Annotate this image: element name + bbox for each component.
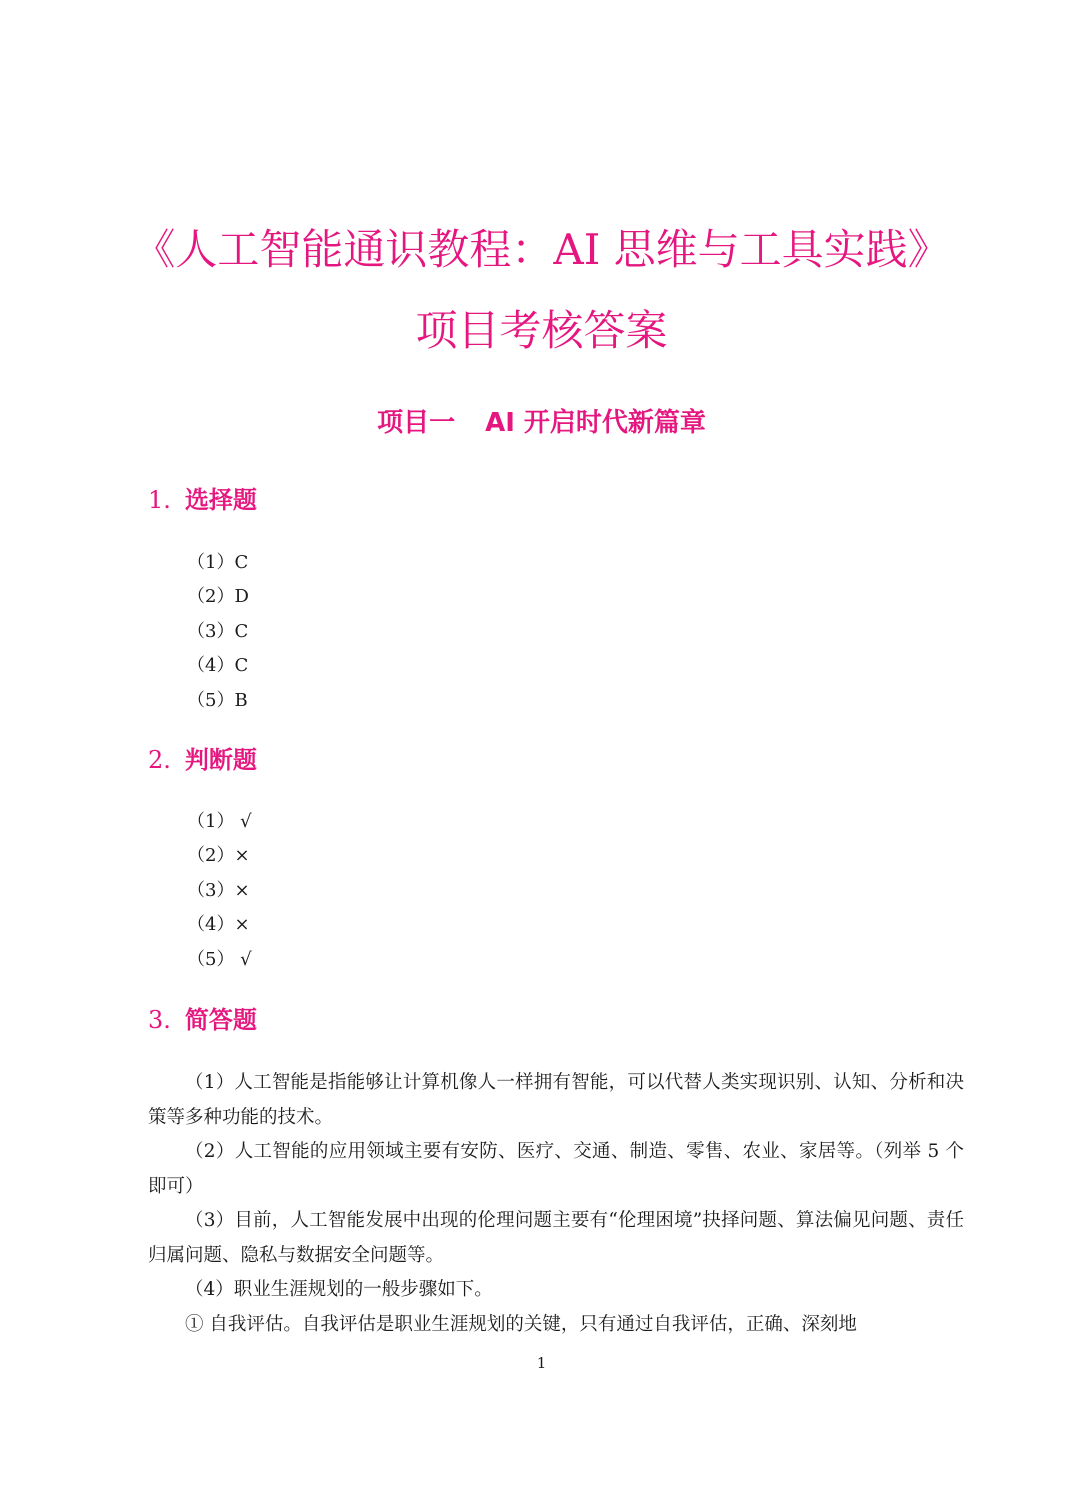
section-number: 2. (148, 746, 171, 774)
section-heading-choice (148, 483, 257, 517)
answer-paragraph: （1）人工智能是指能够让计算机像人一样拥有智能，可以代替人类实现识别、认知、分析和决策等多种功能的技术。 (148, 1072, 964, 1128)
answer-item: （5） √ (187, 948, 252, 970)
answer-item: （2）D (187, 586, 249, 608)
answer-item: （1）C (187, 552, 249, 573)
answer-item: （3）C (187, 620, 249, 642)
answer-item: （4）× (187, 914, 250, 936)
section-title: 选择题 (184, 485, 257, 514)
short-answer-body (148, 1066, 964, 1342)
choice-answer-list (187, 546, 249, 718)
answer-paragraph: （3）目前，人工智能发展中出现的伦理问题主要有“伦理困境”抉择问题、算法偏见问题、责任归属问题、隐私与数据安全问题等。 (148, 1210, 964, 1266)
project-name: AI 开启时代新篇章 (485, 408, 706, 438)
document-subtitle: 项目考核答案 (415, 306, 668, 355)
answer-item: （2）× (187, 845, 250, 867)
document-title: 《人工智能通识教程：AI 思维与工具实践》 (133, 225, 950, 274)
section-title: 判断题 (184, 745, 257, 774)
section-number: 1. (148, 486, 171, 514)
answer-item: （3）× (187, 879, 250, 901)
project-label: 项目一 (377, 408, 456, 438)
section-number: 3. (148, 1006, 171, 1034)
project-heading (0, 403, 1083, 443)
page-number: 1 (536, 1354, 547, 1372)
section-heading-short-answer (148, 1003, 257, 1037)
answer-item: （1） √ (187, 811, 252, 832)
section-heading-judgement (148, 743, 257, 777)
answer-item: （4）C (187, 655, 249, 677)
section-title: 简答题 (184, 1005, 257, 1034)
answer-paragraph: ① 自我评估。自我评估是职业生涯规划的关键，只有通过自我评估，正确、深刻地 (185, 1313, 857, 1335)
answer-paragraph: （2）人工智能的应用领域主要有安防、医疗、交通、制造、零售、农业、家居等。（列举 5 个即可） (148, 1141, 964, 1197)
judgement-answer-list (187, 805, 252, 977)
answer-item: （5）B (187, 689, 248, 711)
answer-paragraph: （4）职业生涯规划的一般步骤如下。 (185, 1279, 493, 1300)
